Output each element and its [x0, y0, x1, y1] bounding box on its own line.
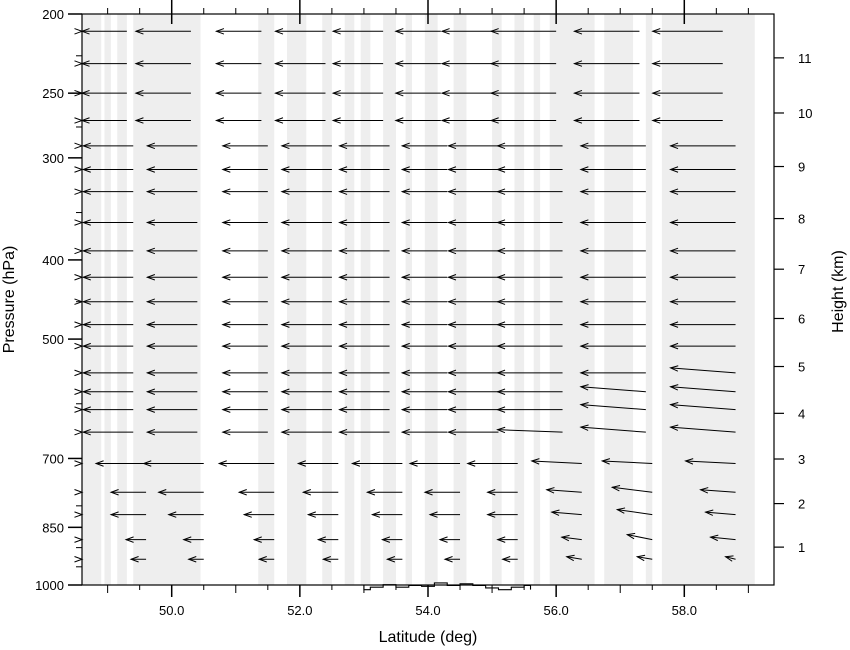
- shaded-band: [82, 14, 101, 585]
- vector-head: [74, 429, 82, 434]
- y2-axis-title: Height (km): [830, 250, 847, 333]
- wind-vector: [298, 461, 338, 466]
- height-tick-label: 3: [798, 452, 806, 468]
- vector-head: [74, 512, 82, 517]
- x-tick-label: 54.0: [415, 603, 441, 618]
- x-tick-label: 56.0: [543, 603, 569, 618]
- wind-vector: [333, 90, 383, 95]
- wind-vector: [488, 512, 518, 517]
- vector-head: [74, 490, 82, 495]
- height-tick-label: 8: [798, 211, 806, 227]
- shaded-band: [492, 14, 502, 585]
- vector-head: [74, 322, 82, 327]
- wind-vector: [74, 220, 82, 225]
- y-tick-label: 250: [42, 86, 64, 102]
- wind-vector: [74, 389, 82, 394]
- vector-head: [74, 220, 82, 225]
- height-tick-label: 11: [798, 50, 812, 66]
- y-axis-height: [774, 51, 812, 555]
- x-tick-label: 52.0: [287, 603, 313, 618]
- wind-vector: [74, 143, 82, 148]
- y-tick-label: 700: [42, 451, 64, 467]
- wind-vector: [216, 29, 261, 34]
- shaded-band: [534, 14, 540, 585]
- y-tick-label: 400: [42, 252, 64, 268]
- wind-vector: [74, 512, 82, 517]
- wind-vector: [74, 537, 82, 542]
- y-axis-title: Pressure (hPa): [1, 245, 18, 354]
- wind-vector: [74, 370, 82, 375]
- vector-head: [74, 189, 82, 194]
- vector-head: [74, 143, 82, 148]
- shaded-band: [646, 14, 652, 585]
- shaded-band: [322, 14, 332, 585]
- vector-head: [74, 407, 82, 412]
- wind-vector: [216, 90, 261, 95]
- wind-vector: [74, 429, 82, 434]
- x-tick-label: 50.0: [159, 603, 185, 618]
- y-tick-label: 850: [42, 520, 64, 536]
- wind-vector: [442, 61, 492, 66]
- wind-vector: [74, 248, 82, 253]
- shaded-band: [104, 14, 110, 585]
- height-tick-label: 2: [798, 496, 806, 512]
- wind-vector: [74, 407, 82, 412]
- vector-head: [74, 370, 82, 375]
- height-tick-label: 6: [798, 311, 806, 327]
- y-tick-label: 1000: [35, 578, 64, 593]
- shaded-band: [287, 14, 306, 585]
- y-axis-pressure: [35, 7, 82, 593]
- height-tick-label: 10: [798, 105, 813, 121]
- wind-vector: [74, 343, 82, 348]
- y-tick-label: 200: [42, 7, 64, 22]
- wind-vector: [333, 29, 383, 34]
- vector-head: [74, 557, 82, 562]
- shaded-band: [133, 14, 200, 585]
- shaded-band: [258, 14, 274, 585]
- height-tick-label: 7: [798, 262, 806, 278]
- wind-vector: [74, 557, 82, 562]
- vector-head: [74, 167, 82, 172]
- height-tick-label: 1: [798, 540, 806, 556]
- y-tick-label: 300: [42, 150, 64, 166]
- shading-layer: [82, 14, 755, 585]
- vector-head: [74, 248, 82, 253]
- wind-vector: [442, 29, 492, 34]
- shaded-band: [361, 14, 371, 585]
- height-tick-label: 9: [798, 159, 806, 175]
- vector-head: [74, 461, 82, 466]
- wind-vector: [74, 490, 82, 495]
- wind-vector: [333, 118, 383, 123]
- wind-vector: [488, 490, 518, 495]
- wind-vector: [74, 189, 82, 194]
- y-tick-label: 500: [42, 332, 64, 348]
- wind-vector: [74, 167, 82, 172]
- wind-vector: [216, 118, 261, 123]
- x-tick-label: 58.0: [671, 603, 697, 618]
- shaded-band: [117, 14, 127, 585]
- shaded-band: [515, 14, 525, 585]
- shaded-band: [425, 14, 438, 585]
- wind-vector: [74, 461, 82, 466]
- wind-vector: [303, 490, 338, 495]
- vector-head: [74, 537, 82, 542]
- vector-head: [74, 389, 82, 394]
- wind-vector: [333, 61, 383, 66]
- height-tick-label: 4: [798, 406, 806, 422]
- x-axis-title: Latitude (deg): [378, 629, 478, 646]
- wind-vector: [442, 118, 492, 123]
- wind-vector: [74, 274, 82, 279]
- vector-head: [74, 274, 82, 279]
- shaded-band: [383, 14, 396, 585]
- shaded-band: [604, 14, 633, 585]
- height-tick-label: 5: [798, 359, 806, 375]
- wind-vector: [74, 322, 82, 327]
- wind-vector: [442, 90, 492, 95]
- vector-head: [74, 343, 82, 348]
- wind-vector: [216, 61, 261, 66]
